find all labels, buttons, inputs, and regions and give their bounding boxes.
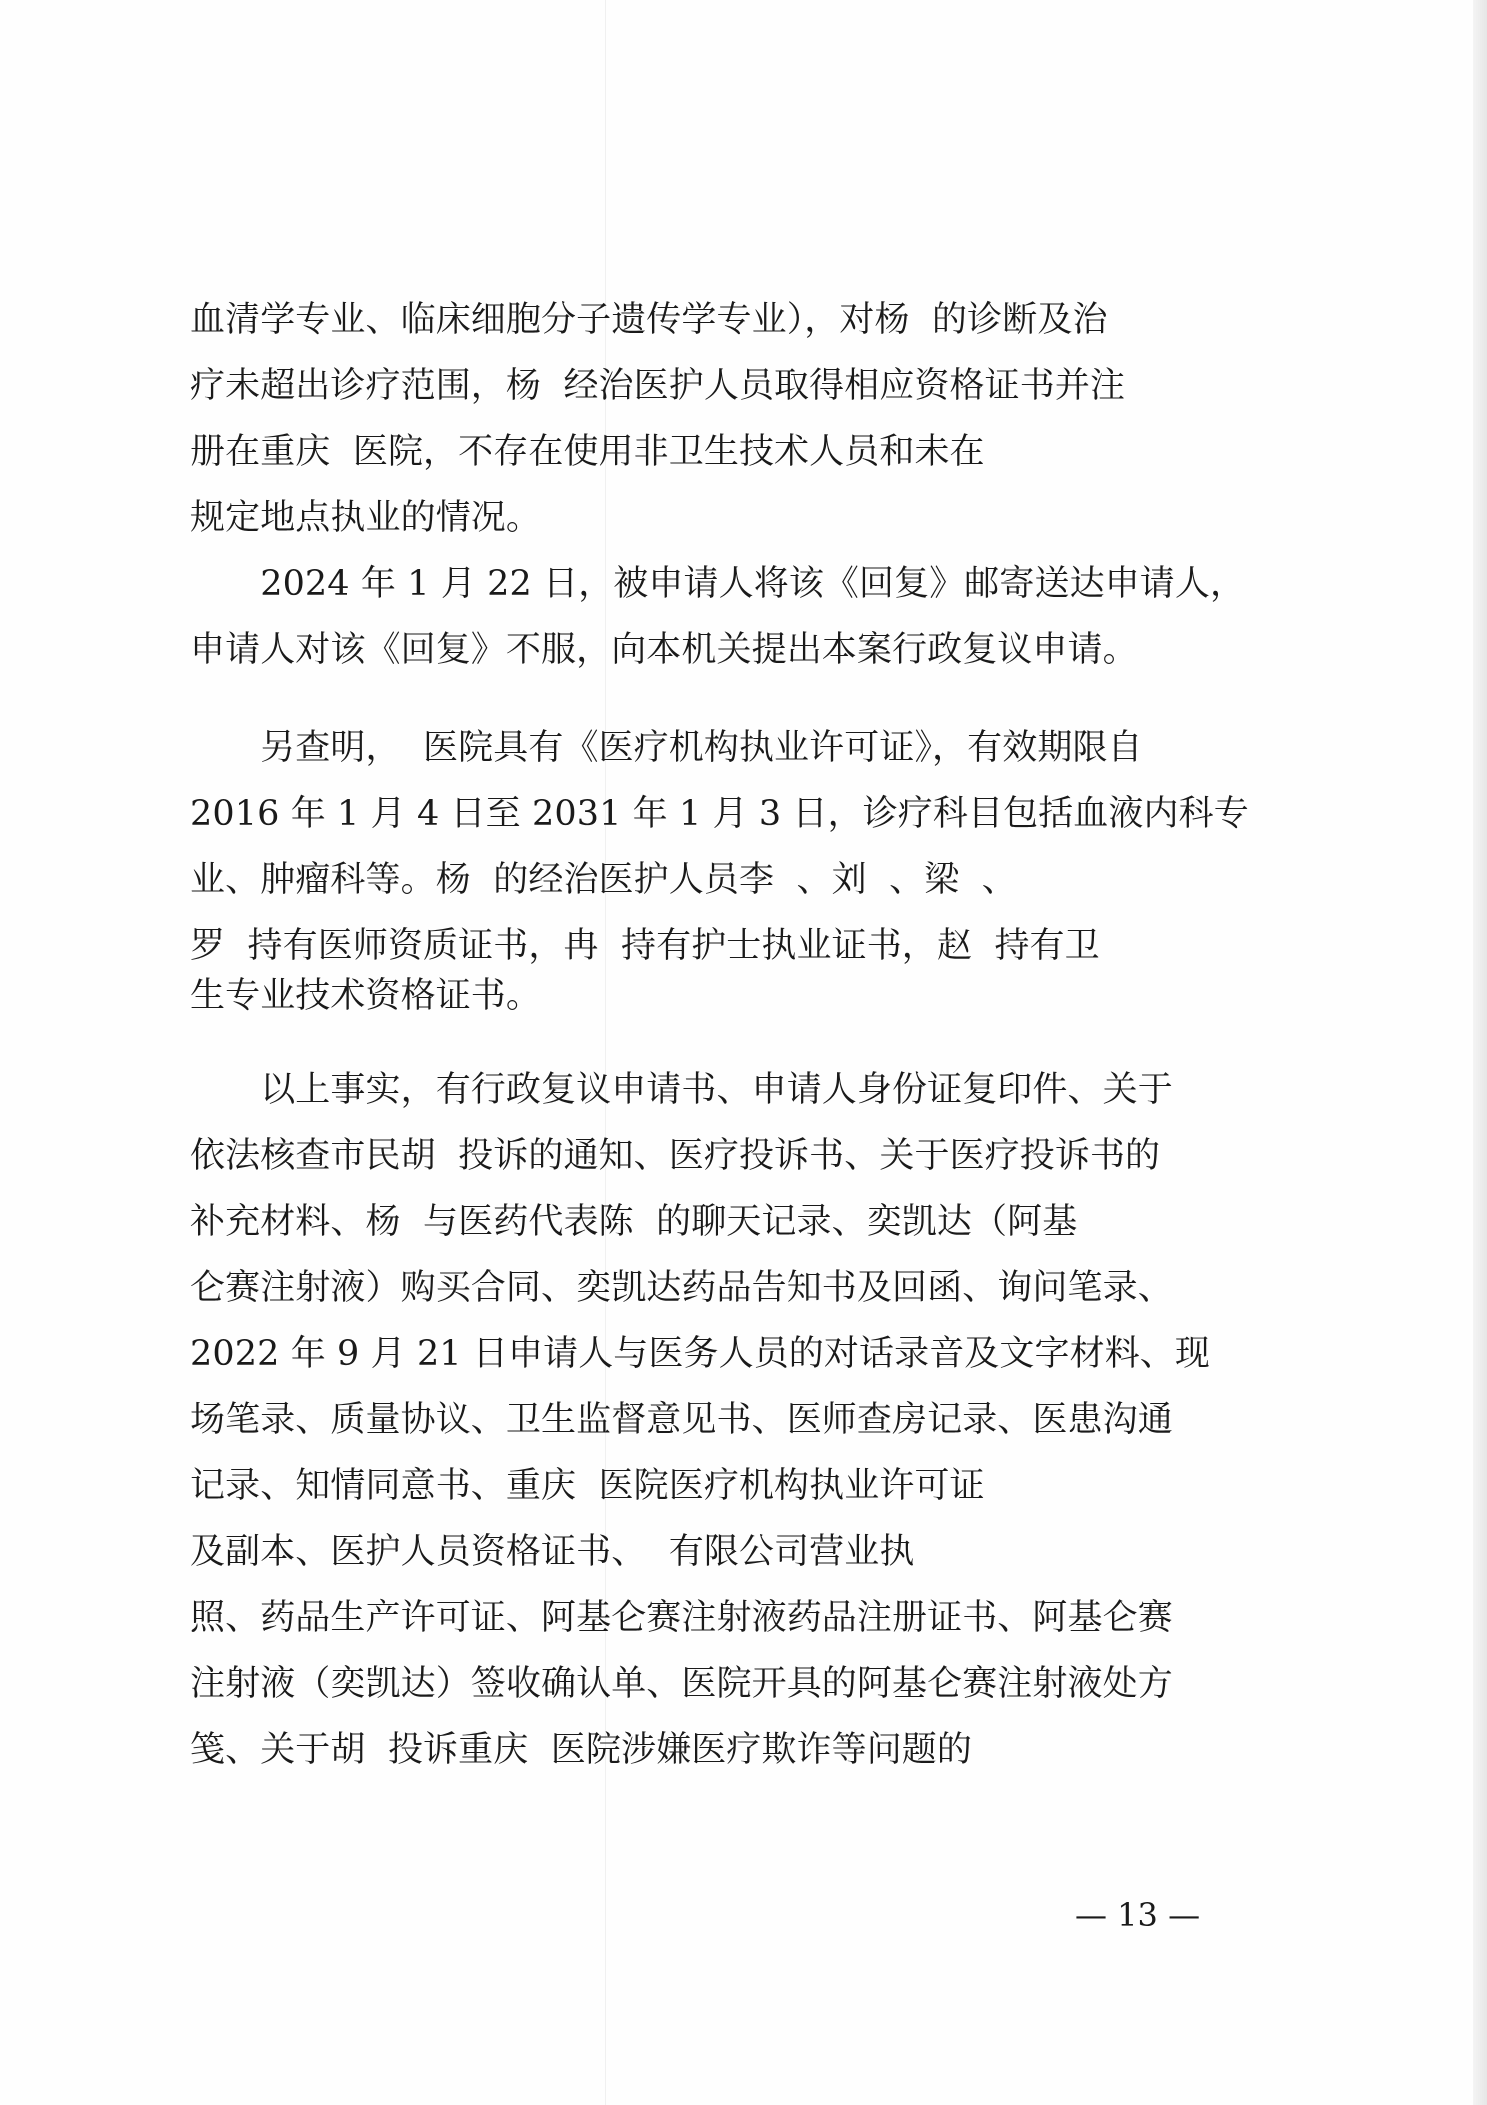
text-line: 册在重庆 医院，不存在使用非卫生技术人员和未在 xyxy=(190,432,985,472)
text-line: 仑赛注射液）购买合同、奕凯达药品告知书及回函、询问笔录、 xyxy=(190,1268,1173,1308)
text-line: 记录、知情同意书、重庆 医院医疗机构执业许可证 xyxy=(190,1466,985,1506)
text-line: 注射液（奕凯达）签收确认单、医院开具的阿基仑赛注射液处方 xyxy=(190,1664,1173,1704)
text-line: 2024 年 1 月 22 日，被申请人将该《回复》邮寄送达申请人， xyxy=(190,564,1246,604)
page-number: — 13 — xyxy=(1075,1896,1201,1934)
text-line: 业、肿瘤科等。杨 的经治医护人员李 、刘 、梁 、 xyxy=(190,860,1017,900)
text-line: 疗未超出诊疗范围，杨 经治医护人员取得相应资格证书并注 xyxy=(190,366,1126,406)
text-line: 申请人对该《回复》不服，向本机关提出本案行政复议申请。 xyxy=(190,630,1138,670)
text-line: 血清学专业、临床细胞分子遗传学专业），对杨 的诊断及治 xyxy=(190,300,1108,340)
text-line: 依法核查市民胡 投诉的通知、医疗投诉书、关于医疗投诉书的 xyxy=(190,1136,1161,1176)
text-line: 以上事实，有行政复议申请书、申请人身份证复印件、关于 xyxy=(190,1070,1173,1110)
text-line: 及副本、医护人员资格证书、 有限公司营业执 xyxy=(190,1532,915,1572)
scan-edge xyxy=(1473,0,1487,2105)
text-line: 2022 年 9 月 21 日申请人与医务人员的对话录音及文字材料、现 xyxy=(190,1334,1211,1374)
text-line: 规定地点执业的情况。 xyxy=(190,498,542,538)
text-line: 另查明， 医院具有《医疗机构执业许可证》，有效期限自 xyxy=(190,728,1143,768)
text-line: 照、药品生产许可证、阿基仑赛注射液药品注册证书、阿基仑赛 xyxy=(190,1598,1173,1638)
text-line: 补充材料、杨 与医药代表陈 的聊天记录、奕凯达（阿基 xyxy=(190,1202,1078,1242)
text-line: 2016 年 1 月 4 日至 2031 年 1 月 3 日，诊疗科目包括血液内科专 xyxy=(190,794,1249,834)
text-line: 生专业技术资格证书。 xyxy=(190,976,542,1016)
text-line: 笺、关于胡 投诉重庆 医院涉嫌医疗欺诈等问题的 xyxy=(190,1730,973,1770)
text-line: 罗 持有医师资质证书，冉 持有护士执业证书，赵 持有卫 xyxy=(190,926,1100,966)
text-line: 场笔录、质量协议、卫生监督意见书、医师查房记录、医患沟通 xyxy=(190,1400,1173,1440)
